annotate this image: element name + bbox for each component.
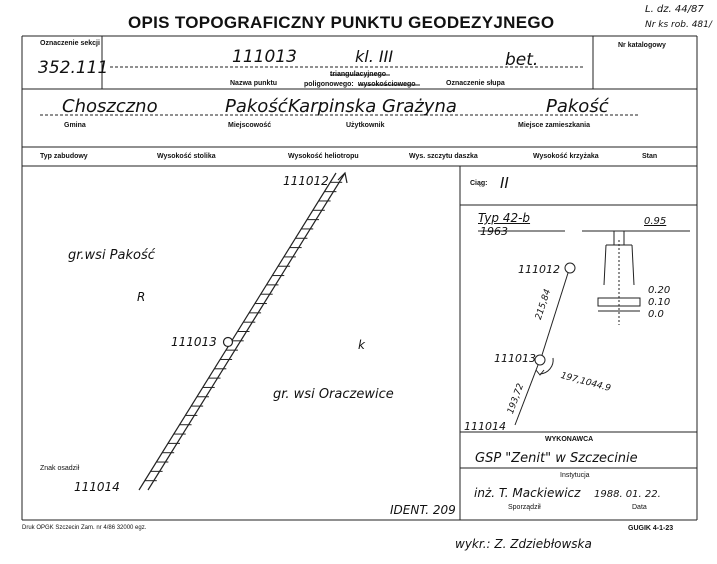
print-note: Druk OPGK Szczecin Zam. nr 4/86 32000 egz. xyxy=(22,525,147,531)
date-label: Data xyxy=(632,504,647,511)
mini-point-mid: 111013 xyxy=(494,352,536,365)
depth-top: 0.95 xyxy=(644,216,667,227)
author-value: inż. T. Mackiewicz xyxy=(474,486,581,500)
reference-number: L. dz. 44/87 xyxy=(645,4,704,15)
sketch-point-top: 111012 xyxy=(283,174,329,188)
mark-year: 1963 xyxy=(480,225,508,238)
author-label: Sporządził xyxy=(508,504,541,511)
institution-value: GSP "Zenit" w Szczecinie xyxy=(475,451,638,466)
point-name-value: 111013 xyxy=(232,47,297,67)
sketch-point-mid: 111013 xyxy=(171,335,217,349)
symbol-r: R xyxy=(137,290,146,304)
work-book-number: Nr ks rob. 481/ xyxy=(645,20,712,30)
col-status: Stan xyxy=(642,153,658,160)
pillar-marking-value: bet. xyxy=(505,50,539,70)
town-label: Miejscowość xyxy=(228,122,272,129)
form-code: GUGIK 4-1-23 xyxy=(628,525,674,532)
angle-value: 197,1044.9 xyxy=(559,371,612,394)
boundary-label-pakosc: gr.wsi Pakość xyxy=(68,248,155,263)
col-cross-height: Wysokość krzyżaka xyxy=(533,153,599,160)
col-table-height: Wysokość stolika xyxy=(157,153,216,160)
residence-value: Pakość xyxy=(546,96,609,117)
depth-3: 0.0 xyxy=(648,309,664,320)
col-building-type: Typ zabudowy xyxy=(40,153,88,160)
point-class-value: kl. III xyxy=(355,47,394,66)
distance-1: 215,84 xyxy=(534,288,554,322)
point-type-struck2: wysokościowego xyxy=(358,81,416,88)
point-type-struck: triangulacyjnego xyxy=(330,71,387,78)
depth-1: 0.20 xyxy=(648,285,671,296)
section-value: 352.111 xyxy=(38,58,109,78)
symbol-k: k xyxy=(358,338,365,352)
catalog-number-label: Nr katalogowy xyxy=(618,42,666,49)
mini-point-bottom: 111014 xyxy=(464,420,506,433)
gmina-label: Gmina xyxy=(64,122,86,129)
point-type-label: poligonowego: xyxy=(304,81,354,88)
drawn-by: wykr.: Z. Zdziebłowska xyxy=(455,537,592,551)
depth-2: 0.10 xyxy=(648,297,671,308)
owner-value: Karpinska Grażyna xyxy=(288,96,457,117)
form-title: OPIS TOPOGRAFICZNY PUNKTU GEODEZYJNEGO xyxy=(128,13,555,32)
ciag-value: II xyxy=(500,174,509,192)
section-label: Oznaczenie sekcji xyxy=(40,40,100,47)
distance-2: 193,72 xyxy=(506,382,527,416)
institution-label: Instytucja xyxy=(560,472,590,479)
mini-point-top: 111012 xyxy=(518,263,560,276)
town-value: Pakość xyxy=(225,96,288,117)
pillar-label: Oznaczenie słupa xyxy=(446,80,505,87)
gmina-value: Choszczno xyxy=(62,96,158,117)
boundary-label-oraczewice: gr. wsi Oraczewice xyxy=(273,387,394,402)
executor-heading: WYKONAWCA xyxy=(545,436,594,443)
znak-label: Znak osadził xyxy=(40,465,80,472)
sketch-point-bottom: 111014 xyxy=(74,480,120,494)
mark-type: Typ 42-b xyxy=(478,211,531,225)
col-heliotrope-height: Wysokość heliotropu xyxy=(288,153,359,160)
date-value: 1988. 01. 22. xyxy=(594,489,661,500)
ciag-label: Ciąg: xyxy=(470,180,488,187)
point-name-label: Nazwa punktu xyxy=(230,80,278,87)
col-roof-height: Wys. szczytu daszka xyxy=(409,153,478,160)
owner-label: Użytkownik xyxy=(346,122,385,129)
residence-label: Miejsce zamieszkania xyxy=(518,122,590,129)
ident-number: IDENT. 209 xyxy=(390,503,456,517)
